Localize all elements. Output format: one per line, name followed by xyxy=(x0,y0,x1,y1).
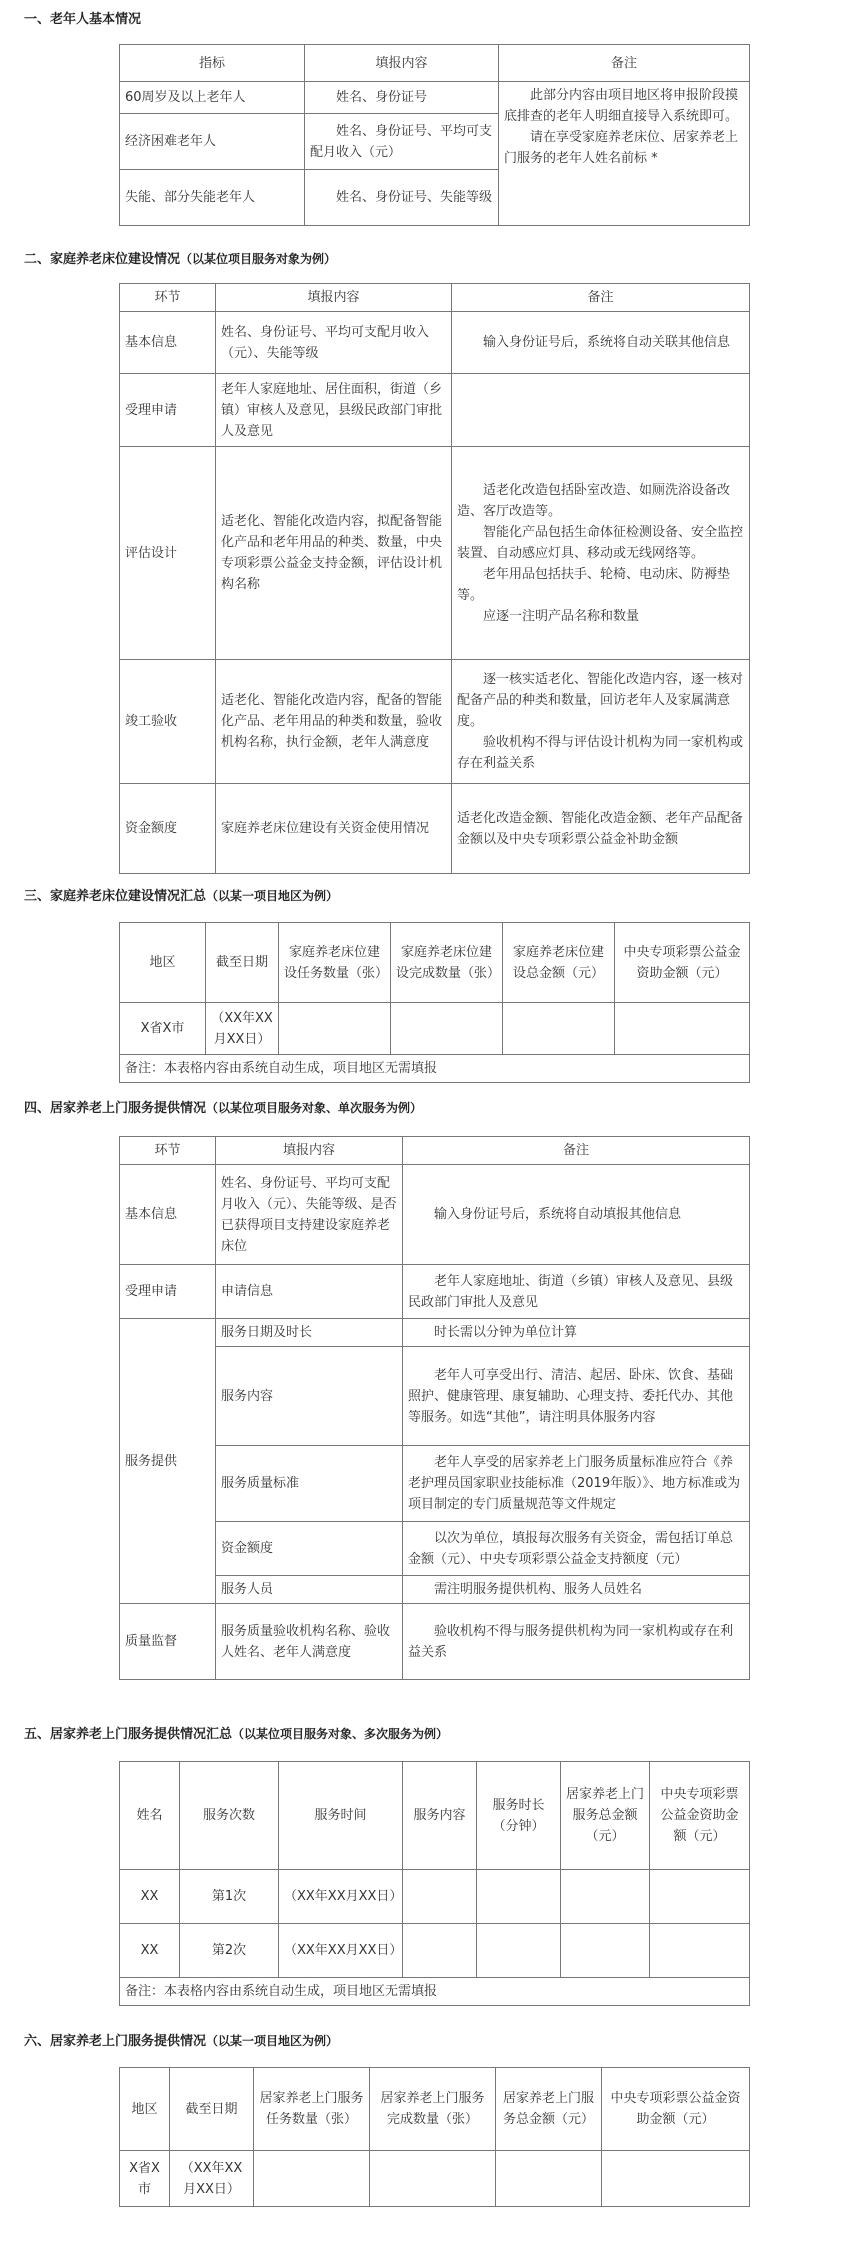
header-service-time: 服务时间 xyxy=(279,1762,403,1870)
header-total-amount: 居家养老上门服务总金额（元） xyxy=(561,1762,650,1870)
table-cell: （XX年XX月XX日） xyxy=(279,1924,403,1978)
header-task-count: 居家养老上门服务任务数量（张） xyxy=(254,2068,370,2151)
table-cell-note: 适老化改造金额、智能化改造金额、老年产品配备金额以及中央专项彩票公益金补助金额 xyxy=(452,784,750,874)
note-text: 请在享受家庭养老床位、居家养老上门服务的老年人姓名前标 * xyxy=(504,130,739,166)
section-5-title: 五、居家养老上门服务提供情况汇总（以某位项目服务对象、多次服务为例） xyxy=(24,1727,449,1742)
table-cell: 失能、部分失能老年人 xyxy=(120,170,305,226)
section-1-title: 一、老年人基本情况 xyxy=(24,12,142,27)
header-region: 地区 xyxy=(120,923,206,1003)
header-done-count: 居家养老上门服务完成数量（张） xyxy=(370,2068,496,2151)
header-total-amount: 家庭养老床位建设总金额（元） xyxy=(503,923,615,1003)
table-cell: 姓名、身份证号、平均可支配月收入（元）、失能等级、是否已获得项目支持建设家庭养老床位 xyxy=(216,1165,403,1265)
table-cell xyxy=(650,1870,750,1924)
table-cell: 服务日期及时长 xyxy=(216,1319,403,1347)
table-cell: 家庭养老床位建设有关资金使用情况 xyxy=(216,784,452,874)
table-home-service-region xyxy=(119,2067,750,2207)
table-cell-note: 验收机构不得与服务提供机构为同一家机构或存在利益关系 xyxy=(403,1604,750,1680)
table-cell: （XX年XX月XX日） xyxy=(279,1870,403,1924)
header-duration: 服务时长（分钟） xyxy=(477,1762,561,1870)
table-cell: 第2次 xyxy=(180,1924,279,1978)
table-cell xyxy=(391,1003,503,1055)
header-content: 填报内容 xyxy=(216,1137,403,1165)
header-region: 地区 xyxy=(120,2068,170,2151)
table-cell: 服务质量验收机构名称、验收人姓名、老年人满意度 xyxy=(216,1604,403,1680)
table-bed-construction xyxy=(119,283,750,874)
table-row xyxy=(120,1870,750,1924)
table-cell: 适老化、智能化改造内容，拟配备智能化产品和老年用品的种类、数量，中央专项彩票公益金支持金额，评估设计机构名称 xyxy=(216,447,452,660)
table-cell xyxy=(370,2151,496,2207)
table-row xyxy=(120,1924,750,1978)
table-cell-note: 逐一核实适老化、智能化改造内容，逐一核对配备产品的种类和数量，回访老年人及家属满意度。 验收机构不得与评估设计机构为同一家机构或存在利益关系 xyxy=(452,660,750,784)
table-cell: 姓名、身份证号、平均可支配月收入（元）、失能等级 xyxy=(216,312,452,374)
table-cell-note xyxy=(499,82,750,226)
table-cell xyxy=(615,1003,750,1055)
header-lottery-amount: 中央专项彩票公益金资助金额（元） xyxy=(615,923,750,1003)
table-cell xyxy=(279,1003,391,1055)
table-cell: X省X市 xyxy=(120,2151,170,2207)
table-cell: 适老化、智能化改造内容，配备的智能化产品、老年用品的种类和数量，验收机构名称，执行金额，老年人满意度 xyxy=(216,660,452,784)
table-cell: XX xyxy=(120,1924,180,1978)
table-cell: 第1次 xyxy=(180,1870,279,1924)
table-cell: XX xyxy=(120,1870,180,1924)
section-4-title: 四、居家养老上门服务提供情况（以某位项目服务对象、单次服务为例） xyxy=(24,1101,423,1116)
table-cell: 姓名、身份证号、平均可支配月收入（元） xyxy=(305,114,499,170)
header-lottery-amount: 中央专项彩票公益金资助金额（元） xyxy=(650,1762,750,1870)
table-cell: 资金额度 xyxy=(216,1522,403,1576)
header-name: 姓名 xyxy=(120,1762,180,1870)
header-service-content: 服务内容 xyxy=(403,1762,477,1870)
table-cell-note: 老年人家庭地址、街道（乡镇）审核人及意见、县级民政部门审批人及意见 xyxy=(403,1265,750,1319)
table-cell xyxy=(496,2151,602,2207)
table-cell: 老年人家庭地址、居住面积，街道（乡镇）审核人及意见，县级民政部门审批人及意见 xyxy=(216,374,452,447)
header-stage: 环节 xyxy=(120,1137,216,1165)
table-cell-note: 需注明服务提供机构、服务人员姓名 xyxy=(403,1576,750,1604)
header-task-count: 家庭养老床位建设任务数量（张） xyxy=(279,923,391,1003)
table-cell xyxy=(477,1870,561,1924)
table-cell xyxy=(602,2151,750,2207)
table-cell-note: 输入身份证号后，系统将自动填报其他信息 xyxy=(403,1165,750,1265)
header-note: 备注 xyxy=(452,284,750,312)
table-home-service-summary xyxy=(119,1761,750,2006)
header-indicator: 指标 xyxy=(120,45,305,82)
table-cell xyxy=(254,2151,370,2207)
table-cell: 竣工验收 xyxy=(120,660,216,784)
table-footnote: 备注：本表格内容由系统自动生成，项目地区无需填报 xyxy=(120,1055,750,1083)
table-cell xyxy=(403,1870,477,1924)
table-cell xyxy=(503,1003,615,1055)
table-cell xyxy=(403,1924,477,1978)
table-cell: （XX年XX月XX日） xyxy=(170,2151,254,2207)
table-cell-note: 时长需以分钟为单位计算 xyxy=(403,1319,750,1347)
table-cell-note: 老年人享受的居家养老上门服务质量标准应符合《养老护理员国家职业技能标准（2019年版）》、地方标准或为项目制定的专门质量规范等文件规定 xyxy=(403,1446,750,1522)
table-cell-note: 以次为单位，填报每次服务有关资金，需包括订单总金额（元）、中央专项彩票公益金支持额度（元） xyxy=(403,1522,750,1576)
section-6-title: 六、居家养老上门服务提供情况（以某一项目地区为例） xyxy=(24,2034,339,2049)
table-cell: 服务质量标准 xyxy=(216,1446,403,1522)
table-cell: X省X市 xyxy=(120,1003,206,1055)
table-cell: 受理申请 xyxy=(120,1265,216,1319)
table-cell: 姓名、身份证号、失能等级 xyxy=(305,170,499,226)
table-cell: 姓名、身份证号 xyxy=(305,82,499,114)
table-home-service xyxy=(119,1136,750,1680)
table-cell: 评估设计 xyxy=(120,447,216,660)
table-cell: （XX年XX月XX日） xyxy=(206,1003,279,1055)
table-cell: 60周岁及以上老年人 xyxy=(120,82,305,114)
table-cell: 质量监督 xyxy=(120,1604,216,1680)
table-cell: 受理申请 xyxy=(120,374,216,447)
table-cell-note: 适老化改造包括卧室改造、如厕洗浴设备改造、客厅改造等。 智能化产品包括生命体征检测设备、安全监控装置、自动感应灯具、移动或无线网络等。 老年用品包括扶手、轮椅、电动床、防褥垫等。 应逐一注明产品名称和数量 xyxy=(452,447,750,660)
table-cell: 服务人员 xyxy=(216,1576,403,1604)
table-cell: 资金额度 xyxy=(120,784,216,874)
table-cell: 基本信息 xyxy=(120,1165,216,1265)
table-cell: 申请信息 xyxy=(216,1265,403,1319)
table-cell: 基本信息 xyxy=(120,312,216,374)
table-cell-note xyxy=(452,374,750,447)
table-elderly-basic xyxy=(119,44,750,226)
table-cell: 服务提供 xyxy=(120,1319,216,1604)
table-cell: 经济困难老年人 xyxy=(120,114,305,170)
table-cell: 服务内容 xyxy=(216,1347,403,1446)
header-note: 备注 xyxy=(403,1137,750,1165)
table-cell xyxy=(561,1924,650,1978)
header-note: 备注 xyxy=(499,45,750,82)
header-done-count: 家庭养老床位建设完成数量（张） xyxy=(391,923,503,1003)
section-2-title: 二、家庭养老床位建设情况（以某位项目服务对象为例） xyxy=(24,252,337,267)
header-content: 填报内容 xyxy=(216,284,452,312)
header-content: 填报内容 xyxy=(305,45,499,82)
section-3-title: 三、家庭养老床位建设情况汇总（以某一项目地区为例） xyxy=(24,889,339,904)
header-date: 截至日期 xyxy=(170,2068,254,2151)
header-times: 服务次数 xyxy=(180,1762,279,1870)
note-text: 此部分内容由项目地区将申报阶段摸底排查的老年人明细直接导入系统即可。 xyxy=(504,88,739,124)
table-footnote: 备注：本表格内容由系统自动生成，项目地区无需填报 xyxy=(120,1978,750,2006)
table-cell xyxy=(561,1870,650,1924)
table-cell-note: 输入身份证号后，系统将自动关联其他信息 xyxy=(452,312,750,374)
table-bed-summary xyxy=(119,922,750,1083)
header-date: 截至日期 xyxy=(206,923,279,1003)
table-cell xyxy=(650,1924,750,1978)
header-total-amount: 居家养老上门服务总金额（元） xyxy=(496,2068,602,2151)
table-cell xyxy=(477,1924,561,1978)
table-cell-note: 老年人可享受出行、清洁、起居、卧床、饮食、基础照护、健康管理、康复辅助、心理支持、委托代办、其他等服务。如选“其他”，请注明具体服务内容 xyxy=(403,1347,750,1446)
header-stage: 环节 xyxy=(120,284,216,312)
header-lottery-amount: 中央专项彩票公益金资助金额（元） xyxy=(602,2068,750,2151)
